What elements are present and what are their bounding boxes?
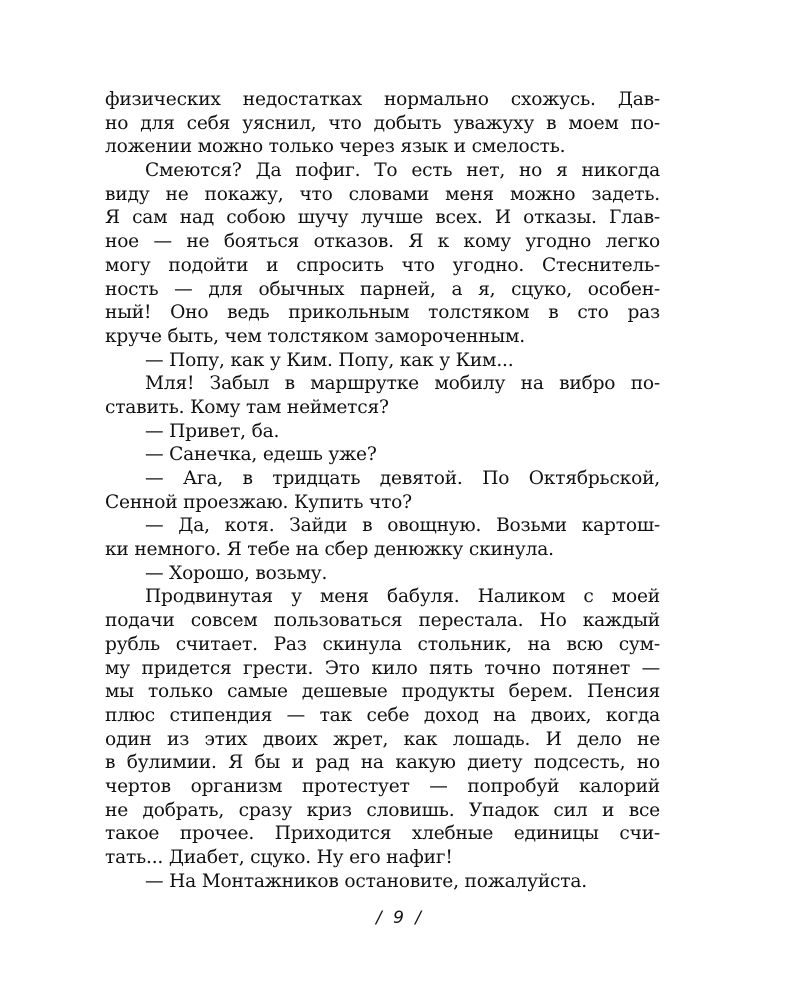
text-line: ки немного. Я тебе на сбер денюжку скинула.: [105, 539, 554, 561]
text-line: Сенной проезжаю. Купить что?: [105, 491, 412, 513]
text-line: ложении можно только через язык и смелость.: [105, 136, 566, 158]
text-line: Продвинутая у меня бабуля. Наликом с моей: [145, 586, 660, 608]
text-line: рубль считает. Раз скинула стольник, на всю сум-: [105, 633, 660, 655]
text-line: ставить. Кому там неймется?: [105, 396, 389, 418]
text-line: — Санечка, едешь уже?: [145, 444, 377, 466]
text-line: виду не покажу, что словами меня можно задеть.: [105, 183, 660, 205]
page-number: / 9 /: [375, 908, 425, 928]
text-line: один из этих двоих жрет, как лошадь. И дело не: [105, 728, 660, 750]
text-line: чертов организм протестует — попробуй калорий: [105, 775, 660, 797]
text-line: в булимии. Я бы и рад на какую диету подсесть, но: [105, 752, 660, 774]
text-line: физических недостатках нормально схожусь. Дав-: [105, 89, 660, 110]
text-line: не добрать, сразу криз словишь. Упадок сил и все: [105, 799, 660, 821]
text-line: — Хорошо, возьму.: [145, 562, 328, 584]
text-line: круче быть, чем толстяком замороченным.: [105, 325, 525, 347]
text-line: но для себя уяснил, что добыть уважуху в моем по-: [105, 112, 660, 134]
text-line: — Попу, как у Ким. Попу, как у Ким...: [145, 349, 514, 371]
text-line: ный! Оно ведь прикольным толстяком в сто раз: [105, 302, 660, 324]
text-line: плюс стипендия — так себе доход на двоих, когда: [105, 704, 660, 726]
text-line: подачи совсем пользоваться перестала. Но каждый: [105, 610, 660, 632]
text-line: Мля! Забыл в маршрутке мобилу на вибро по-: [145, 373, 660, 395]
text-line: могу подойти и спросить что угодно. Стеснитель-: [105, 254, 660, 276]
text-line: — Ага, в тридцать девятой. По Октябрьской,: [145, 468, 660, 489]
text-line: Смеются? Да пофиг. То есть нет, но я никогда: [145, 160, 660, 182]
text-line: мы только самые дешевые продукты берем. Пенсия: [105, 681, 660, 703]
text-line: му придется грести. Это кило пять точно потянет —: [105, 657, 660, 679]
text-line: тать... Диабет, сцуко. Ну его нафиг!: [105, 847, 453, 868]
text-line: ное — не бояться отказов. Я к кому угодно легко: [105, 231, 660, 253]
text-line: — На Монтажников остановите, пожалуйста.: [145, 870, 587, 892]
body-text: [105, 88, 660, 893]
text-line: Я сам над собою шучу лучше всех. И отказы. Глав-: [105, 207, 660, 229]
text-line: — Да, котя. Зайди в овощную. Возьми картош-: [145, 515, 660, 537]
text-line: — Привет, ба.: [145, 420, 280, 442]
text-line: такое прочее. Приходится хлебные единицы счи-: [105, 823, 660, 845]
text-line: ность — для обычных парней, а я, сцуко, особен-: [105, 278, 660, 300]
